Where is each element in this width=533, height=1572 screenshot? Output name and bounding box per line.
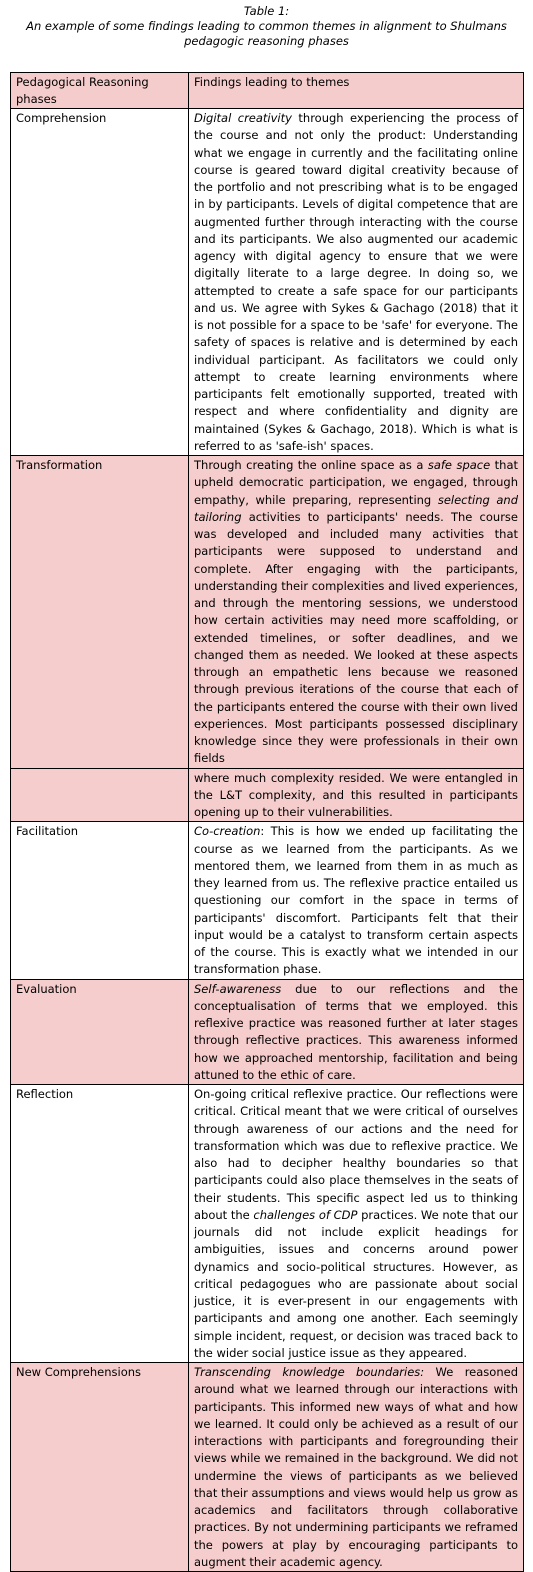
table-title-line-2: pedagogic reasoning phases xyxy=(184,34,349,48)
finding-cell xyxy=(189,1085,524,1363)
table-row-evaluation xyxy=(11,979,524,1085)
table-row-facilitation xyxy=(11,822,524,979)
finding-cell: where much complexity resided. We were entangled in the L&T complexity, and this resulted in participants opening up to their vulnerabilities. xyxy=(189,768,524,822)
table-row-transformation-continued xyxy=(11,768,524,822)
findings-table xyxy=(10,72,524,1572)
finding-cell xyxy=(189,456,524,769)
table-row-reflection xyxy=(11,1085,524,1363)
finding-text: due to our reflections and the conceptualisation of terms that we employed. this reflexive practice was reasoned further at later stages through reflective practices. This awareness informed how we approached mentorship, facilitation and being attuned to the ethic of care. xyxy=(194,981,518,1082)
finding-theme: Digital creativity xyxy=(194,111,292,125)
finding-theme: selecting and tailoring xyxy=(194,492,519,524)
table-row-transformation xyxy=(11,456,524,769)
finding-cell xyxy=(189,822,524,979)
phase-cell: Evaluation xyxy=(11,979,189,1085)
finding-theme: Self-awareness xyxy=(194,981,282,996)
table-caption xyxy=(0,4,533,49)
phase-cell: Facilitation xyxy=(11,822,189,979)
header-findings: Findings leading to themes xyxy=(189,73,524,109)
finding-theme: challenges of CDP xyxy=(253,1207,358,1222)
phase-cell: Comprehension xyxy=(11,109,189,456)
phase-cell: Reflection xyxy=(11,1085,189,1363)
table-row-new-comprehensions xyxy=(11,1363,524,1572)
finding-theme: Transcending knowledge boundaries: xyxy=(194,1365,425,1379)
finding-cell xyxy=(189,1363,524,1572)
finding-text: practices. We note that our journals did not include explicit headings for ambiguities, issues and concerns around power dynamics and socio-political structures. However, as critical pedagogues who are passionate about social justice, it is ever-present in our engagements with participants and among one another. Each seemingly simple incident, request, or decision was traced back to the wider social justice issue as they appeared. xyxy=(194,1207,518,1360)
finding-theme: safe space xyxy=(427,458,491,472)
finding-cell xyxy=(189,109,524,456)
finding-theme: Co-creation xyxy=(194,824,261,839)
phase-cell: Transformation xyxy=(11,456,189,769)
table-row-comprehension xyxy=(11,109,524,456)
header-phases: Pedagogical Reasoning phases xyxy=(11,73,189,109)
finding-text: through experiencing the process of the course and not only the product: Understanding what we engage in currently and the facilitating online course is geared toward digital creativity because of the portfolio and not prescribing what is to be engaged in by participants. Levels of digital competence that are augmented further through interacting with the course and its participants. We also augmented our academic agency with digital agency to ensure that we were digitally literate to a large degree. In doing so, we attempted to create a safe space for our participants and us. We agree with Sykes & Gachago (2018) that it is not possible for a space to be 'safe' for everyone. The safety of spaces is relative and is determined by each individual participant. As facilitators we could only attempt to create learning environments where participants felt emotionally supported, treated with respect and where confidentiality and dignity are maintained (Sykes & Gachago, 2018). Which is what is referred to as 'safe-ish' spaces. xyxy=(194,111,518,453)
finding-text: On-going critical reflexive practice. Our reflections were critical. Critical meant that we were critical of ourselves through awareness of our actions and the need for transformation which was due to reflexive practice. We also had to decipher healthy boundaries so that participants could also place themselves in the seats of their students. This specific aspect led us to thinking about the xyxy=(194,1087,518,1222)
table-title-line-1: An example of some findings leading to common themes in alignment to Shulmans xyxy=(26,19,507,33)
finding-cell xyxy=(189,979,524,1085)
finding-text: activities to participants' needs. The course was developed and included many activities that participants were supposed to understand and complete. After engaging with the participants, understanding their complexities and lived experiences, and through the mentoring sessions, we understood how certain activities may need more scaffolding, or extended timelines, or softer deadlines, and we changed them as needed. We looked at these aspects through an empathetic lens because we reasoned through previous iterations of the course that each of the participants entered the course with their own lived experiences. Most participants possessed disciplinary knowledge since they were professionals in their own fields xyxy=(194,509,518,766)
phase-cell-empty xyxy=(11,768,189,822)
phase-cell: New Comprehensions xyxy=(11,1363,189,1572)
finding-text: that upheld democratic participation, we engaged, through empathy, while preparing, representing xyxy=(194,458,519,507)
table-label: Table 1: xyxy=(243,4,290,18)
table-header-row xyxy=(11,73,524,109)
finding-text: : This is how we ended up facilitating the course as we learned from the participants. As we mentored them, we learned from them in as much as they learned from us. The reflexive practice entailed us questioning our comfort in the space in terms of participants' discomfort. Participants felt that their input would be a catalyst to transform certain aspects of the course. This is exactly what we intended in our transformation phase. xyxy=(194,824,518,977)
finding-text: Through creating the online space as a xyxy=(194,458,428,472)
finding-text: We reasoned around what we learned through our interactions with participants. This informed new ways of what and how we learned. It could only be achieved as a result of our interactions with participants and foregrounding their views while we remained in the background. We did not undermine the views of participants as we believed that their assumptions and views would help us grow as academics and facilitators through collaborative practices. By not undermining participants we reframed the powers at play by encouraging participants to augment their academic agency. xyxy=(194,1365,518,1569)
